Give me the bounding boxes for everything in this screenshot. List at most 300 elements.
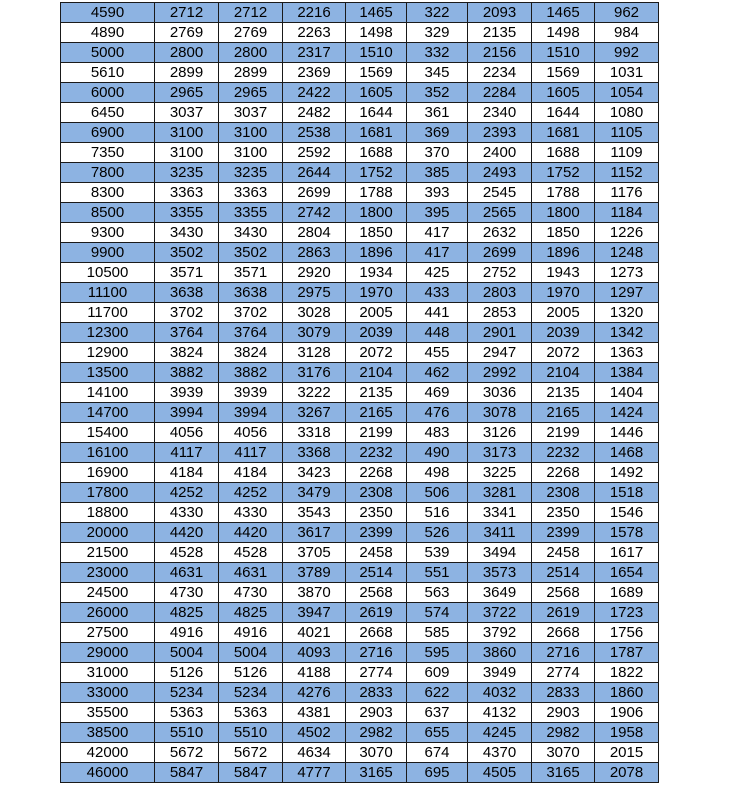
table-cell: 1800 xyxy=(346,203,407,223)
table-cell: 2769 xyxy=(155,23,219,43)
table-cell: 332 xyxy=(407,43,468,63)
table-cell: 441 xyxy=(407,303,468,323)
table-cell: 1605 xyxy=(532,83,595,103)
table-cell: 4188 xyxy=(283,663,346,683)
table-cell: 3494 xyxy=(468,543,532,563)
table-cell: 2699 xyxy=(283,183,346,203)
table-cell: 4505 xyxy=(468,763,532,783)
table-row xyxy=(61,763,659,783)
table-cell: 2712 xyxy=(219,3,283,23)
table-row xyxy=(61,223,659,243)
table-cell: 1384 xyxy=(595,363,659,383)
table-cell: 2716 xyxy=(532,643,595,663)
table-cell: 2165 xyxy=(532,403,595,423)
table-row xyxy=(61,23,659,43)
table-cell: 4420 xyxy=(155,523,219,543)
table-cell: 4825 xyxy=(219,603,283,623)
table-cell: 2800 xyxy=(155,43,219,63)
table-cell: 1723 xyxy=(595,603,659,623)
table-cell: 1906 xyxy=(595,703,659,723)
table-cell: 2199 xyxy=(346,423,407,443)
table-cell: 483 xyxy=(407,423,468,443)
table-cell: 1756 xyxy=(595,623,659,643)
table-cell: 5510 xyxy=(155,723,219,743)
table-cell: 1788 xyxy=(532,183,595,203)
table-cell: 3702 xyxy=(219,303,283,323)
table-cell: 563 xyxy=(407,583,468,603)
table-cell: 2514 xyxy=(346,563,407,583)
table-cell: 2619 xyxy=(532,603,595,623)
table-cell: 3070 xyxy=(532,743,595,763)
table-cell: 1498 xyxy=(346,23,407,43)
table-cell: 5847 xyxy=(219,763,283,783)
row-key-cell: 10500 xyxy=(61,263,155,283)
table-row xyxy=(61,103,659,123)
table-cell: 1518 xyxy=(595,483,659,503)
table-cell: 3870 xyxy=(283,583,346,603)
table-cell: 3789 xyxy=(283,563,346,583)
table-row xyxy=(61,483,659,503)
table-cell: 2982 xyxy=(346,723,407,743)
row-key-cell: 42000 xyxy=(61,743,155,763)
table-cell: 2514 xyxy=(532,563,595,583)
table-cell: 1184 xyxy=(595,203,659,223)
table-cell: 1105 xyxy=(595,123,659,143)
table-cell: 1031 xyxy=(595,63,659,83)
table-cell: 2458 xyxy=(346,543,407,563)
table-cell: 3078 xyxy=(468,403,532,423)
table-cell: 2268 xyxy=(532,463,595,483)
table-cell: 992 xyxy=(595,43,659,63)
table-cell: 2774 xyxy=(532,663,595,683)
table-row xyxy=(61,463,659,483)
table-cell: 4093 xyxy=(283,643,346,663)
table-cell: 2015 xyxy=(595,743,659,763)
table-cell: 622 xyxy=(407,683,468,703)
table-cell: 3363 xyxy=(155,183,219,203)
table-cell: 2742 xyxy=(283,203,346,223)
row-key-cell: 6000 xyxy=(61,83,155,103)
table-cell: 4825 xyxy=(155,603,219,623)
table-cell: 4132 xyxy=(468,703,532,723)
table-cell: 490 xyxy=(407,443,468,463)
row-key-cell: 12300 xyxy=(61,323,155,343)
table-cell: 2232 xyxy=(346,443,407,463)
table-cell: 5672 xyxy=(155,743,219,763)
table-cell: 3368 xyxy=(283,443,346,463)
table-cell: 1465 xyxy=(532,3,595,23)
table-cell: 4634 xyxy=(283,743,346,763)
table-cell: 1752 xyxy=(346,163,407,183)
table-cell: 2493 xyxy=(468,163,532,183)
table-cell: 1424 xyxy=(595,403,659,423)
table-cell: 4381 xyxy=(283,703,346,723)
table-cell: 2400 xyxy=(468,143,532,163)
table-cell: 3617 xyxy=(283,523,346,543)
row-key-cell: 21500 xyxy=(61,543,155,563)
table-cell: 4276 xyxy=(283,683,346,703)
table-cell: 3079 xyxy=(283,323,346,343)
table-cell: 2399 xyxy=(346,523,407,543)
row-key-cell: 8500 xyxy=(61,203,155,223)
table-cell: 2716 xyxy=(346,643,407,663)
table-row xyxy=(61,423,659,443)
row-key-cell: 14700 xyxy=(61,403,155,423)
table-cell: 1404 xyxy=(595,383,659,403)
table-cell: 1800 xyxy=(532,203,595,223)
table-cell: 2369 xyxy=(283,63,346,83)
table-cell: 2078 xyxy=(595,763,659,783)
table-cell: 2965 xyxy=(155,83,219,103)
table-cell: 433 xyxy=(407,283,468,303)
table-row xyxy=(61,383,659,403)
table-cell: 1934 xyxy=(346,263,407,283)
table-row xyxy=(61,443,659,463)
table-cell: 2568 xyxy=(532,583,595,603)
table-cell: 2005 xyxy=(532,303,595,323)
table-cell: 2039 xyxy=(532,323,595,343)
table-cell: 498 xyxy=(407,463,468,483)
table-cell: 4184 xyxy=(155,463,219,483)
table-cell: 1689 xyxy=(595,583,659,603)
table-cell: 2482 xyxy=(283,103,346,123)
row-key-cell: 6450 xyxy=(61,103,155,123)
row-key-cell: 4590 xyxy=(61,3,155,23)
table-cell: 2340 xyxy=(468,103,532,123)
table-cell: 5363 xyxy=(219,703,283,723)
table-cell: 2774 xyxy=(346,663,407,683)
table-cell: 2268 xyxy=(346,463,407,483)
table-cell: 1787 xyxy=(595,643,659,663)
table-cell: 4730 xyxy=(155,583,219,603)
row-key-cell: 27500 xyxy=(61,623,155,643)
table-cell: 2853 xyxy=(468,303,532,323)
row-key-cell: 23000 xyxy=(61,563,155,583)
table-row xyxy=(61,543,659,563)
table-cell: 3638 xyxy=(219,283,283,303)
table-row xyxy=(61,643,659,663)
table-cell: 1896 xyxy=(532,243,595,263)
table-cell: 2668 xyxy=(532,623,595,643)
table-cell: 1681 xyxy=(532,123,595,143)
row-key-cell: 6900 xyxy=(61,123,155,143)
table-cell: 2393 xyxy=(468,123,532,143)
table-cell: 5004 xyxy=(155,643,219,663)
table-cell: 5847 xyxy=(155,763,219,783)
table-cell: 2712 xyxy=(155,3,219,23)
table-cell: 2422 xyxy=(283,83,346,103)
table-cell: 329 xyxy=(407,23,468,43)
table-cell: 2920 xyxy=(283,263,346,283)
table-cell: 3028 xyxy=(283,303,346,323)
table-cell: 3939 xyxy=(155,383,219,403)
table-row xyxy=(61,263,659,283)
table-cell: 1363 xyxy=(595,343,659,363)
table-cell: 506 xyxy=(407,483,468,503)
table-cell: 3571 xyxy=(219,263,283,283)
table-cell: 2965 xyxy=(219,83,283,103)
table-cell: 1850 xyxy=(346,223,407,243)
table-cell: 3423 xyxy=(283,463,346,483)
table-cell: 2901 xyxy=(468,323,532,343)
table-cell: 2399 xyxy=(532,523,595,543)
table-cell: 3100 xyxy=(155,123,219,143)
row-key-cell: 4890 xyxy=(61,23,155,43)
table-cell: 1273 xyxy=(595,263,659,283)
table-cell: 1958 xyxy=(595,723,659,743)
table-cell: 655 xyxy=(407,723,468,743)
table-row xyxy=(61,123,659,143)
table-cell: 1546 xyxy=(595,503,659,523)
table-row xyxy=(61,83,659,103)
table-cell: 2216 xyxy=(283,3,346,23)
row-key-cell: 11700 xyxy=(61,303,155,323)
table-cell: 3573 xyxy=(468,563,532,583)
table-cell: 4631 xyxy=(219,563,283,583)
table-cell: 1681 xyxy=(346,123,407,143)
row-key-cell: 11100 xyxy=(61,283,155,303)
table-row xyxy=(61,43,659,63)
table-row xyxy=(61,403,659,423)
row-key-cell: 8300 xyxy=(61,183,155,203)
table-cell: 385 xyxy=(407,163,468,183)
table-cell: 1605 xyxy=(346,83,407,103)
table-cell: 574 xyxy=(407,603,468,623)
table-cell: 5126 xyxy=(155,663,219,683)
table-row xyxy=(61,523,659,543)
table-cell: 2804 xyxy=(283,223,346,243)
table-cell: 1654 xyxy=(595,563,659,583)
table-cell: 322 xyxy=(407,3,468,23)
table-row xyxy=(61,143,659,163)
table-cell: 3100 xyxy=(219,143,283,163)
row-key-cell: 7800 xyxy=(61,163,155,183)
table-cell: 2039 xyxy=(346,323,407,343)
table-cell: 1510 xyxy=(532,43,595,63)
table-cell: 3355 xyxy=(155,203,219,223)
table-row xyxy=(61,163,659,183)
table-cell: 3792 xyxy=(468,623,532,643)
table-cell: 4117 xyxy=(155,443,219,463)
table-cell: 1644 xyxy=(346,103,407,123)
table-cell: 3318 xyxy=(283,423,346,443)
table-row xyxy=(61,623,659,643)
table-cell: 2833 xyxy=(346,683,407,703)
table-cell: 3502 xyxy=(155,243,219,263)
table-row xyxy=(61,663,659,683)
table-row xyxy=(61,203,659,223)
table-cell: 3100 xyxy=(155,143,219,163)
table-cell: 2165 xyxy=(346,403,407,423)
table-cell: 417 xyxy=(407,223,468,243)
table-cell: 595 xyxy=(407,643,468,663)
table-cell: 1688 xyxy=(532,143,595,163)
row-key-cell: 14100 xyxy=(61,383,155,403)
table-cell: 476 xyxy=(407,403,468,423)
row-key-cell: 29000 xyxy=(61,643,155,663)
table-cell: 3571 xyxy=(155,263,219,283)
table-cell: 2135 xyxy=(532,383,595,403)
table-cell: 2619 xyxy=(346,603,407,623)
table-row xyxy=(61,503,659,523)
table-cell: 4370 xyxy=(468,743,532,763)
table-cell: 2632 xyxy=(468,223,532,243)
table-cell: 962 xyxy=(595,3,659,23)
table-cell: 5672 xyxy=(219,743,283,763)
table-row xyxy=(61,363,659,383)
table-cell: 3764 xyxy=(219,323,283,343)
table-cell: 2975 xyxy=(283,283,346,303)
table-cell: 3235 xyxy=(219,163,283,183)
table-cell: 3705 xyxy=(283,543,346,563)
table-cell: 2308 xyxy=(346,483,407,503)
table-row xyxy=(61,723,659,743)
table-cell: 3939 xyxy=(219,383,283,403)
table-cell: 455 xyxy=(407,343,468,363)
table-row xyxy=(61,63,659,83)
row-key-cell: 31000 xyxy=(61,663,155,683)
row-key-cell: 38500 xyxy=(61,723,155,743)
table-cell: 3363 xyxy=(219,183,283,203)
table-row xyxy=(61,603,659,623)
table-cell: 2568 xyxy=(346,583,407,603)
table-row xyxy=(61,183,659,203)
table-cell: 1822 xyxy=(595,663,659,683)
table-row xyxy=(61,323,659,343)
table-row xyxy=(61,583,659,603)
table-cell: 1498 xyxy=(532,23,595,43)
table-cell: 393 xyxy=(407,183,468,203)
table-cell: 2833 xyxy=(532,683,595,703)
table-cell: 2992 xyxy=(468,363,532,383)
table-cell: 3281 xyxy=(468,483,532,503)
table-cell: 3173 xyxy=(468,443,532,463)
row-key-cell: 9300 xyxy=(61,223,155,243)
table-cell: 3165 xyxy=(346,763,407,783)
table-cell: 2458 xyxy=(532,543,595,563)
table-cell: 3949 xyxy=(468,663,532,683)
row-key-cell: 20000 xyxy=(61,523,155,543)
table-cell: 1943 xyxy=(532,263,595,283)
row-key-cell: 35500 xyxy=(61,703,155,723)
table-cell: 3638 xyxy=(155,283,219,303)
table-cell: 1850 xyxy=(532,223,595,243)
table-cell: 4245 xyxy=(468,723,532,743)
table-cell: 2803 xyxy=(468,283,532,303)
table-cell: 2899 xyxy=(155,63,219,83)
table-row xyxy=(61,303,659,323)
table-cell: 345 xyxy=(407,63,468,83)
row-key-cell: 46000 xyxy=(61,763,155,783)
table-cell: 1788 xyxy=(346,183,407,203)
table-cell: 3355 xyxy=(219,203,283,223)
table-cell: 2005 xyxy=(346,303,407,323)
table-cell: 3165 xyxy=(532,763,595,783)
table-cell: 2982 xyxy=(532,723,595,743)
table-cell: 2350 xyxy=(532,503,595,523)
table-cell: 1569 xyxy=(532,63,595,83)
table-cell: 3824 xyxy=(219,343,283,363)
table-row xyxy=(61,703,659,723)
table-cell: 3543 xyxy=(283,503,346,523)
table-cell: 4502 xyxy=(283,723,346,743)
table-cell: 2863 xyxy=(283,243,346,263)
table-cell: 1578 xyxy=(595,523,659,543)
table-cell: 4777 xyxy=(283,763,346,783)
table-cell: 2699 xyxy=(468,243,532,263)
table-cell: 4056 xyxy=(219,423,283,443)
table-cell: 551 xyxy=(407,563,468,583)
table-cell: 352 xyxy=(407,83,468,103)
table-cell: 1688 xyxy=(346,143,407,163)
table-cell: 5234 xyxy=(155,683,219,703)
table-cell: 1752 xyxy=(532,163,595,183)
table-cell: 2232 xyxy=(532,443,595,463)
table-cell: 1054 xyxy=(595,83,659,103)
table-cell: 3722 xyxy=(468,603,532,623)
table-row xyxy=(61,243,659,263)
table-cell: 361 xyxy=(407,103,468,123)
table-cell: 4032 xyxy=(468,683,532,703)
table-cell: 1176 xyxy=(595,183,659,203)
table-row xyxy=(61,3,659,23)
table-cell: 539 xyxy=(407,543,468,563)
table-cell: 3222 xyxy=(283,383,346,403)
table-cell: 4184 xyxy=(219,463,283,483)
table-cell: 425 xyxy=(407,263,468,283)
table-cell: 2156 xyxy=(468,43,532,63)
row-key-cell: 15400 xyxy=(61,423,155,443)
table-cell: 2899 xyxy=(219,63,283,83)
table-cell: 2072 xyxy=(346,343,407,363)
table-cell: 4252 xyxy=(155,483,219,503)
row-key-cell: 5000 xyxy=(61,43,155,63)
data-table xyxy=(60,2,659,783)
table-cell: 370 xyxy=(407,143,468,163)
row-key-cell: 16100 xyxy=(61,443,155,463)
table-cell: 3411 xyxy=(468,523,532,543)
table-cell: 695 xyxy=(407,763,468,783)
table-cell: 3824 xyxy=(155,343,219,363)
table-cell: 1226 xyxy=(595,223,659,243)
table-cell: 2104 xyxy=(346,363,407,383)
table-cell: 2135 xyxy=(468,23,532,43)
row-key-cell: 5610 xyxy=(61,63,155,83)
table-cell: 395 xyxy=(407,203,468,223)
table-cell: 5510 xyxy=(219,723,283,743)
table-cell: 3235 xyxy=(155,163,219,183)
table-cell: 3430 xyxy=(219,223,283,243)
table-cell: 3070 xyxy=(346,743,407,763)
table-cell: 5234 xyxy=(219,683,283,703)
table-cell: 2093 xyxy=(468,3,532,23)
table-cell: 5126 xyxy=(219,663,283,683)
table-cell: 2538 xyxy=(283,123,346,143)
table-cell: 585 xyxy=(407,623,468,643)
table-cell: 2903 xyxy=(532,703,595,723)
table-cell: 2565 xyxy=(468,203,532,223)
table-cell: 3994 xyxy=(219,403,283,423)
table-cell: 674 xyxy=(407,743,468,763)
table-cell: 1860 xyxy=(595,683,659,703)
row-key-cell: 18800 xyxy=(61,503,155,523)
table-cell: 3036 xyxy=(468,383,532,403)
table-cell: 2072 xyxy=(532,343,595,363)
table-cell: 1569 xyxy=(346,63,407,83)
table-cell: 1446 xyxy=(595,423,659,443)
table-cell: 2284 xyxy=(468,83,532,103)
table-cell: 1970 xyxy=(346,283,407,303)
